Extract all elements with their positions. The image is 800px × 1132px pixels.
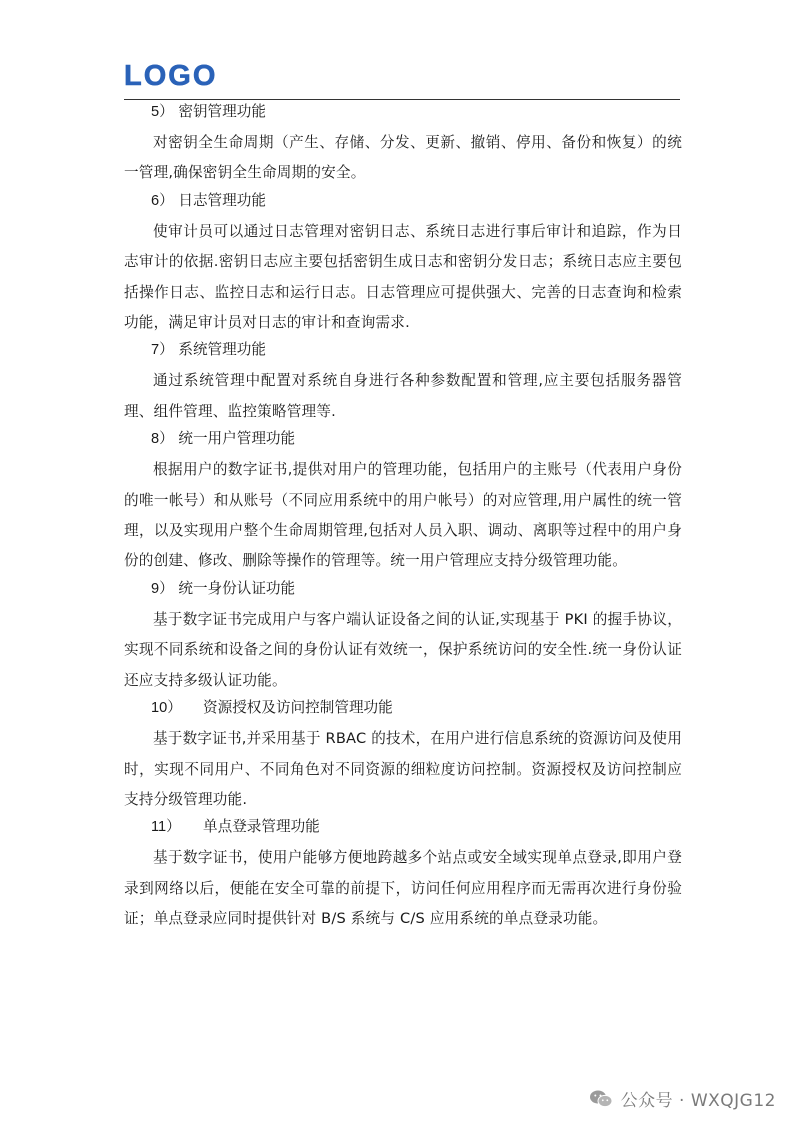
section-title: 单点登录管理功能 xyxy=(203,818,320,836)
section-title: 资源授权及访问控制管理功能 xyxy=(203,699,393,717)
section-heading xyxy=(124,189,682,213)
section-paragraph: 基于数字证书完成用户与客户端认证设备之间的认证,实现基于 PKI 的握手协议，实现不同系统和设备之间的身份认证有效统一，保护系统访问的安全性.统一身份认证还应支持多级认证功能。 xyxy=(124,610,682,689)
section-paragraph: 通过系统管理中配置对系统自身进行各种参数配置和管理,应主要包括服务器管理、组件管理、监控策略管理等. xyxy=(124,372,682,420)
section-paragraph: 根据用户的数字证书,提供对用户的管理功能，包括用户的主账号（代表用户身份的唯一帐号）和从账号（不同应用系统中的用户帐号）的对应管理,用户属性的统一管理，以及实现用户整个生命周期管理,包括对人员入职、调动、离职等过程中的用户身份的创建、修改、删除等操作的管理等。统一用户管理应支持分级管理功能。 xyxy=(124,461,682,570)
section-access-control xyxy=(124,696,682,815)
section-number: 10） xyxy=(151,700,182,717)
section-heading xyxy=(124,338,682,362)
wechat-icon xyxy=(589,1089,613,1109)
section-number: 11） xyxy=(151,819,181,836)
section-paragraph: 基于数字证书，使用户能够方便地跨越多个站点或安全域实现单点登录,即用户登录到网络以后，便能在安全可靠的前提下，访问任何应用程序而无需再次进行身份验证；单点登录应同时提供针对 B/S 系统与 C/S 应用系统的单点登录功能。 xyxy=(124,849,682,928)
section-title: 日志管理功能 xyxy=(178,191,266,209)
document-body xyxy=(124,100,682,935)
section-number: 9） xyxy=(151,580,174,597)
section-identity-authentication xyxy=(124,577,682,696)
section-heading xyxy=(124,427,682,451)
section-system-management xyxy=(124,338,682,427)
section-paragraph: 使审计员可以通过日志管理对密钥日志、系统日志进行事后审计和追踪，作为日志审计的依据.密钥日志应主要包括密钥生成日志和密钥分发日志；系统日志应主要包括操作日志、监控日志和运行日志。日志管理应可提供强大、完善的日志查询和检索功能，满足审计员对日志的审计和查询需求. xyxy=(124,222,682,332)
section-heading xyxy=(124,577,682,601)
watermark xyxy=(589,1086,776,1111)
section-title: 统一用户管理功能 xyxy=(178,430,296,448)
section-paragraph: 基于数字证书,并采用基于 RBAC 的技术，在用户进行信息系统的资源访问及使用时，实现不同用户、不同角色对不同资源的细粒度访问控制。资源授权及访问控制应支持分级管理功能. xyxy=(124,730,682,808)
section-heading xyxy=(124,815,682,839)
section-user-management xyxy=(124,427,682,577)
section-number: 8） xyxy=(151,431,174,448)
section-key-management xyxy=(124,100,682,189)
section-heading xyxy=(124,100,682,124)
section-log-management xyxy=(124,189,682,339)
section-heading xyxy=(124,696,682,720)
section-paragraph: 对密钥全生命周期（产生、存储、分发、更新、撤销、停用、备份和恢复）的统一管理,确保密钥全生命周期的安全。 xyxy=(124,134,682,182)
section-number: 6） xyxy=(151,192,174,209)
section-title: 系统管理功能 xyxy=(178,341,266,359)
section-single-sign-on xyxy=(124,815,682,934)
section-number: 7） xyxy=(151,342,174,359)
section-title: 统一身份认证功能 xyxy=(178,579,296,597)
section-number: 5） xyxy=(151,104,174,120)
section-title: 密钥管理功能 xyxy=(178,103,266,120)
watermark-text: 公众号 · WXQJG12 xyxy=(620,1091,776,1111)
logo: LOGO xyxy=(124,60,218,92)
